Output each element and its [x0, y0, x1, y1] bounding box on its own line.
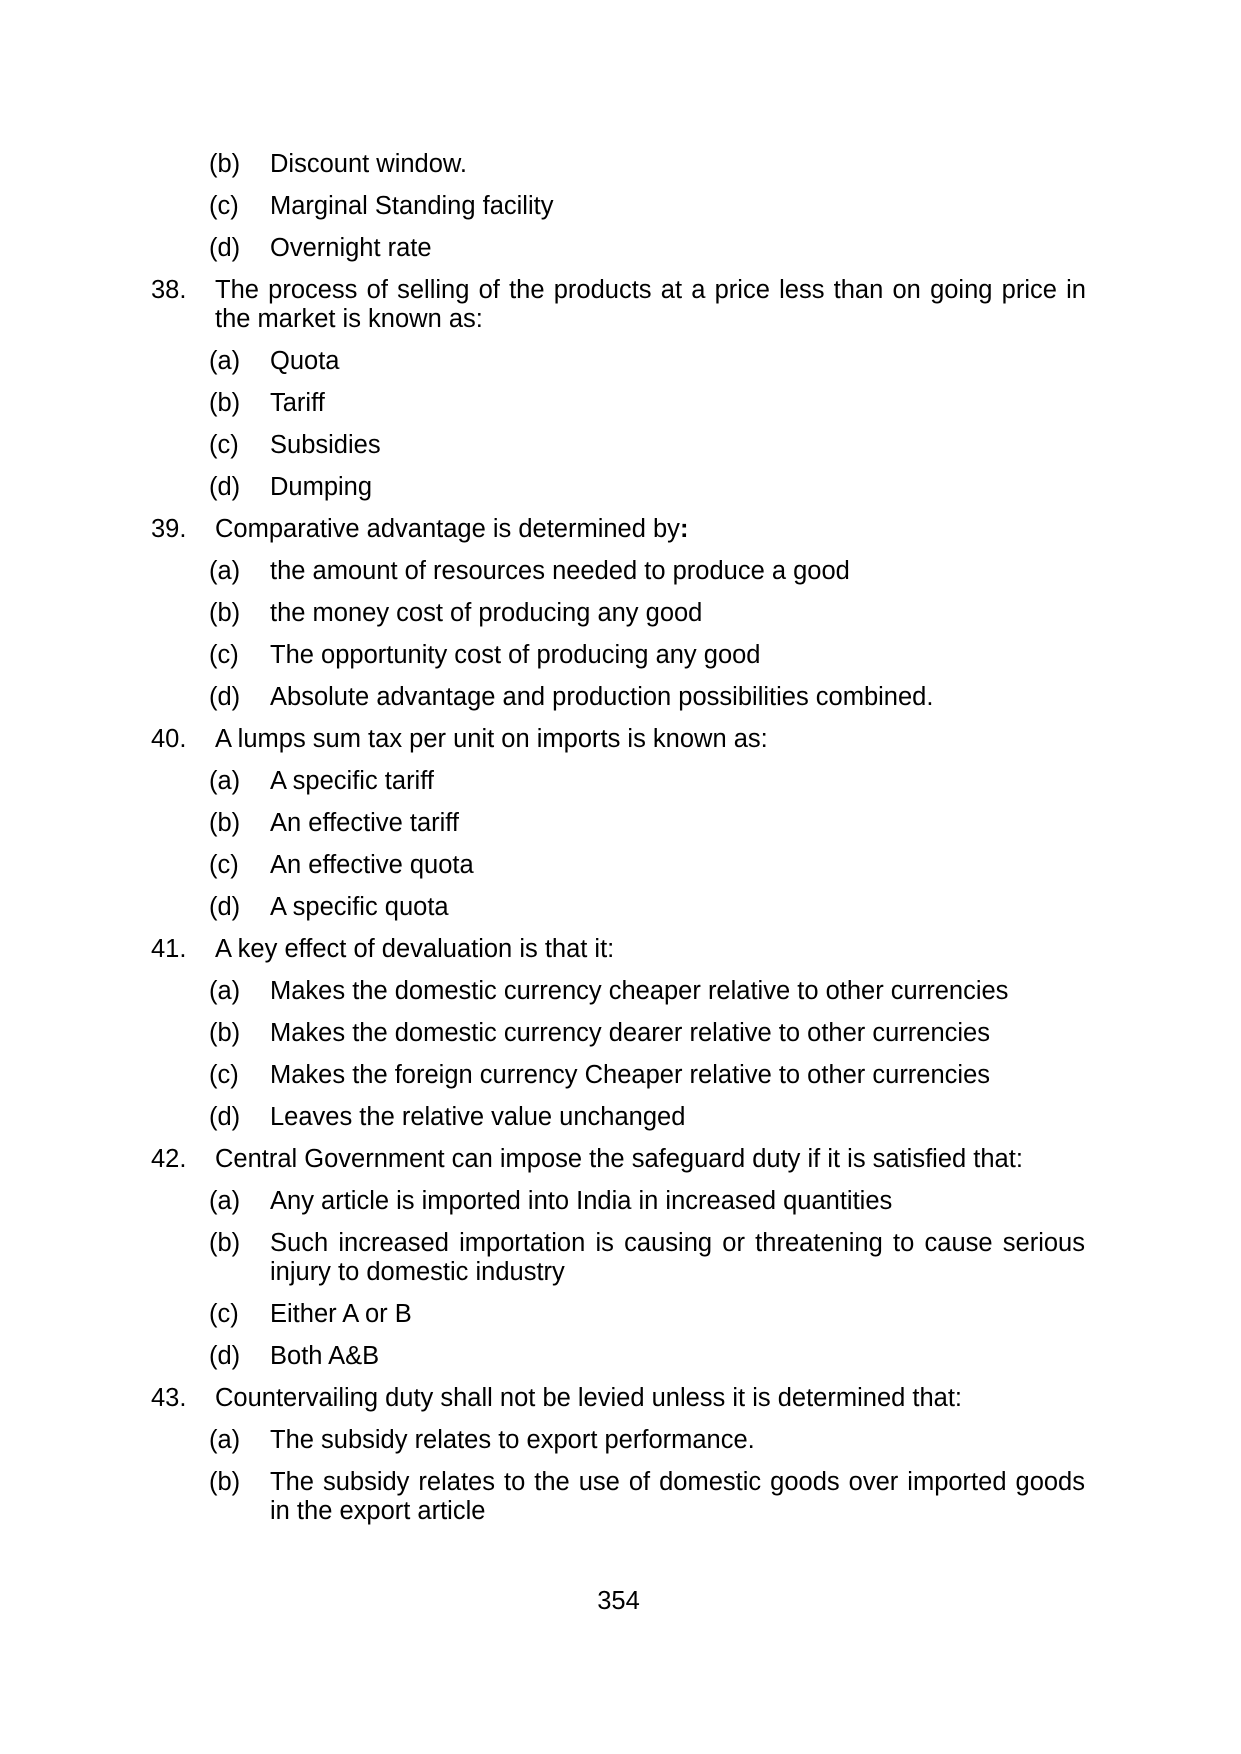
option-text: Both A&B: [270, 1342, 380, 1370]
question-list: [151, 150, 1241, 1526]
option-row: [209, 1103, 1241, 1132]
option-text: Makes the foreign currency Cheaper relative to other currencies: [270, 1061, 991, 1089]
question-text: [215, 515, 1086, 544]
question-number: 40.: [151, 725, 187, 753]
question-text: [215, 935, 1086, 964]
option-text: the amount of resources needed to produce a good: [270, 557, 850, 585]
option-letter: (b): [209, 1019, 241, 1047]
option-text: Dumping: [270, 473, 373, 501]
option-text: Marginal Standing facility: [270, 192, 554, 220]
option-row: [209, 767, 1241, 796]
option-row: [209, 683, 1241, 712]
option-text: Discount window.: [270, 150, 468, 178]
option-letter: (a): [209, 1426, 241, 1454]
question-row: [151, 515, 1241, 544]
option-letter: (a): [209, 1187, 241, 1215]
option-text: The opportunity cost of producing any good: [270, 641, 761, 669]
option-letter: (d): [209, 234, 241, 262]
option-letter: (d): [209, 683, 241, 711]
option-letter: (c): [209, 431, 239, 459]
option-row: [209, 641, 1241, 670]
question-number: 43.: [151, 1384, 187, 1412]
option-row: [209, 977, 1241, 1006]
question-row: [151, 1145, 1241, 1174]
option-row: [209, 599, 1241, 628]
question-row: [151, 276, 1241, 334]
option-text: Subsidies: [270, 431, 381, 459]
option-letter: (b): [209, 150, 241, 178]
option-letter: (a): [209, 347, 241, 375]
question-text-main: Comparative advantage is determined by: [215, 515, 680, 543]
option-letter: (c): [209, 851, 239, 879]
option-text: Any article is imported into India in increased quantities: [270, 1187, 893, 1215]
option-row: [209, 1229, 1241, 1287]
option-letter: (b): [209, 1468, 241, 1496]
question-text: [215, 1384, 1086, 1413]
question-text-main: A lumps sum tax per unit on imports is known as:: [215, 725, 768, 753]
option-text: The subsidy relates to export performance.: [270, 1426, 755, 1454]
option-text: Makes the domestic currency cheaper relative to other currencies: [270, 977, 1009, 1005]
option-row: [209, 431, 1241, 460]
option-row: [209, 192, 1241, 221]
option-letter: (c): [209, 1061, 239, 1089]
option-row: [209, 1426, 1241, 1455]
question-text-main: The process of selling of the products at a price less than on going price in the market is known as:: [215, 276, 1086, 333]
question-text-bold-suffix: :: [679, 515, 689, 543]
question-text: [215, 1145, 1086, 1174]
option-text: Tariff: [270, 389, 325, 417]
option-letter: (d): [209, 1342, 241, 1370]
option-row: [209, 893, 1241, 922]
option-row: [209, 1300, 1241, 1329]
option-text: the money cost of producing any good: [270, 599, 703, 627]
option-row: [209, 851, 1241, 880]
question-text: [215, 725, 1086, 754]
option-row: [209, 1061, 1241, 1090]
question-row: [151, 1384, 1241, 1413]
question-number: 42.: [151, 1145, 187, 1173]
option-row: [209, 389, 1241, 418]
option-row: [209, 1187, 1241, 1216]
question-number: 41.: [151, 935, 187, 963]
question-text-main: A key effect of devaluation is that it:: [215, 935, 615, 963]
option-letter: (a): [209, 977, 241, 1005]
option-text: Such increased importation is causing or threatening to cause serious injury to domestic industry: [270, 1229, 1085, 1286]
option-row: [209, 150, 1241, 179]
option-letter: (b): [209, 1229, 241, 1257]
option-letter: (b): [209, 809, 241, 837]
option-row: [209, 1468, 1241, 1526]
option-text: Leaves the relative value unchanged: [270, 1103, 686, 1131]
question-number: 39.: [151, 515, 187, 543]
option-row: [209, 1342, 1241, 1371]
option-letter: (c): [209, 192, 239, 220]
question-row: [151, 935, 1241, 964]
option-text: The subsidy relates to the use of domestic goods over imported goods in the export article: [270, 1468, 1085, 1525]
option-letter: (a): [209, 767, 241, 795]
option-text: Overnight rate: [270, 234, 432, 262]
option-text: An effective quota: [270, 851, 474, 879]
question-text-main: Countervailing duty shall not be levied unless it is determined that:: [215, 1384, 963, 1412]
option-row: [209, 809, 1241, 838]
option-text: Makes the domestic currency dearer relative to other currencies: [270, 1019, 990, 1047]
question-number: 38.: [151, 276, 187, 304]
question-text: [215, 276, 1086, 334]
option-letter: (c): [209, 1300, 239, 1328]
option-letter: (d): [209, 1103, 241, 1131]
option-letter: (a): [209, 557, 241, 585]
option-row: [209, 1019, 1241, 1048]
question-row: [151, 725, 1241, 754]
option-letter: (d): [209, 893, 241, 921]
option-row: [209, 347, 1241, 376]
option-letter: (b): [209, 599, 241, 627]
option-text: Quota: [270, 347, 340, 375]
option-text: Absolute advantage and production possibilities combined.: [270, 683, 934, 711]
option-row: [209, 234, 1241, 263]
option-text: A specific quota: [270, 893, 449, 921]
option-letter: (c): [209, 641, 239, 669]
question-text-main: Central Government can impose the safeguard duty if it is satisfied that:: [215, 1145, 1023, 1173]
option-letter: (d): [209, 473, 241, 501]
option-letter: (b): [209, 389, 241, 417]
option-text: Either A or B: [270, 1300, 412, 1328]
option-row: [209, 473, 1241, 502]
option-row: [209, 557, 1241, 586]
page-number: 354: [597, 1587, 640, 1615]
option-text: A specific tariff: [270, 767, 434, 795]
option-text: An effective tariff: [270, 809, 459, 837]
